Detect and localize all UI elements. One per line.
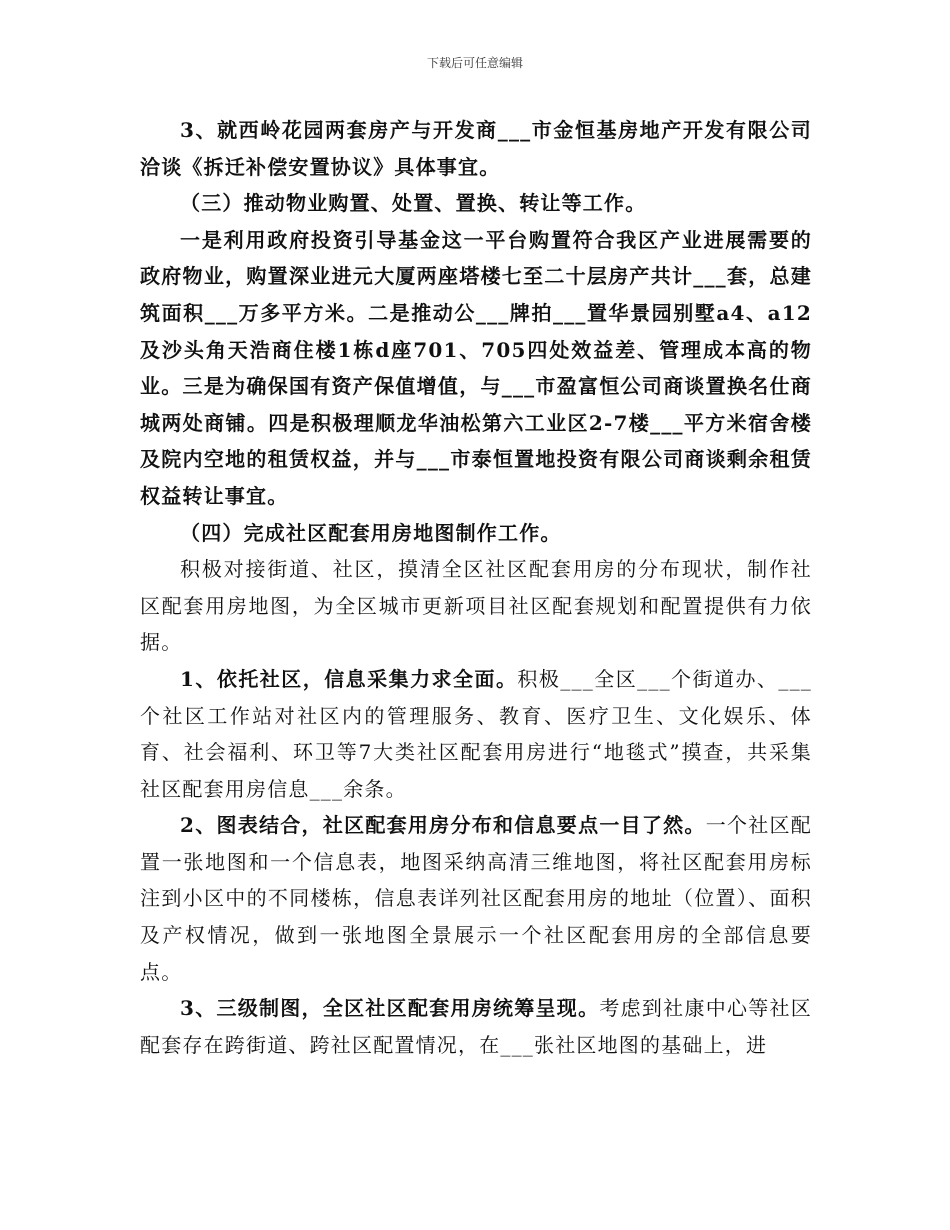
section-heading	[140, 515, 812, 552]
paragraph-text: 3、就西岭花园两套房产与开发商___市金恒基房地产开发有限公司洽谈《拆迁补偿安置协议》具体事宜。	[140, 118, 812, 179]
paragraph-lead: 3、三级制图，全区社区配套用房统筹呈现。	[180, 996, 600, 1021]
paragraph	[140, 551, 812, 661]
page-header: 下载后可任意编辑	[426, 56, 523, 70]
paragraph-text: 积极___全区___个街道办、___个社区工作站对社区内的管理服务、教育、医疗卫生、文化娱乐、体育、社会福利、环卫等7大类社区配套用房进行“地毯式”摸查，共采集社区配套用房信息___余条。	[140, 666, 812, 801]
paragraph	[140, 661, 812, 807]
paragraph-text: 积极对接街道、社区，摸清全区社区配套用房的分布现状，制作社区配套用房地图，为全区城市更新项目社区配套规划和配置提供有力依据。	[140, 557, 812, 655]
paragraph	[140, 222, 812, 515]
paragraph-lead: 1、依托社区，信息采集力求全面。	[180, 666, 518, 691]
section-heading	[140, 185, 812, 222]
paragraph	[140, 807, 812, 990]
paragraph-text: 一个社区配置一张地图和一个信息表，地图采纳高清三维地图，将社区配套用房标注到小区中的不同楼栋，信息表详列社区配套用房的地址（位置）、面积及产权情况，做到一张地图全景展示一个社区配套用房的全部信息要点。	[140, 813, 813, 984]
heading-text: （三）推动物业购置、处置、置换、转让等工作。	[180, 191, 647, 216]
document-body	[140, 112, 812, 1063]
paragraph-lead: 2、图表结合，社区配套用房分布和信息要点一目了然。	[180, 813, 706, 838]
heading-text: （四）完成社区配套用房地图制作工作。	[180, 520, 562, 545]
paragraph	[140, 112, 812, 185]
paragraph-text: 一是利用政府投资引导基金这一平台购置符合我区产业进展需要的政府物业，购置深业进元大厦两座塔楼七至二十层房产共计___套，总建筑面积___万多平方米。二是推动公___牌拍___置华景园别墅a4、a12及沙头角天浩商住楼1栋d座701、705四处效益差、管理成本高的物业。三是为确保国有资产保值增值，与___市盈富恒公司商谈置换名仕商城两处商铺。四是积极理顺龙华油松第六工业区2-7楼___平方米宿舍楼及院内空地的租赁权益，并与___市泰恒置地投资有限公司商谈剩余租赁权益转让事宜。	[140, 227, 812, 508]
paragraph	[140, 990, 812, 1063]
paragraph-text: 考虑到社康中心等社区配套存在跨街道、跨社区配置情况，在___张社区地图的基础上，进	[140, 996, 813, 1057]
